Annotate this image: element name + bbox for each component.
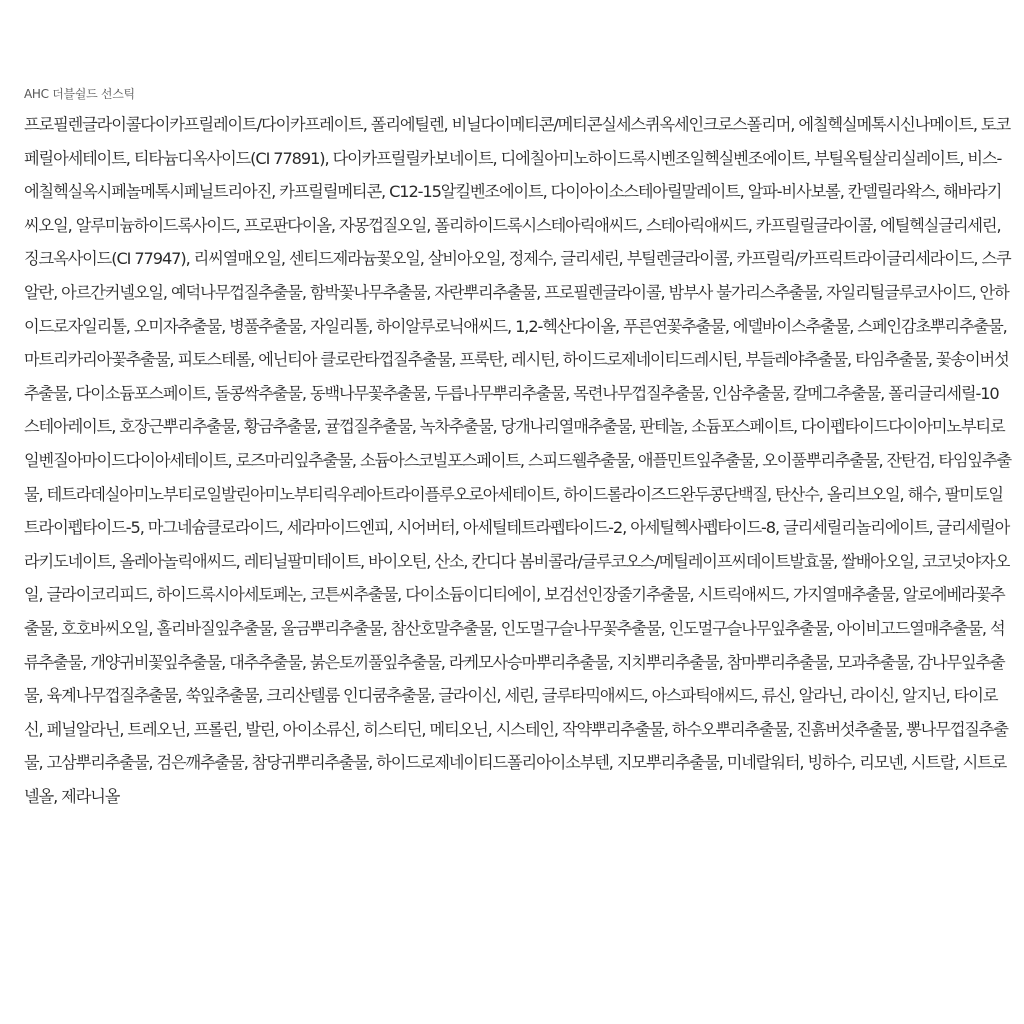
product-name: AHC 더블쉴드 선스틱 [24, 87, 135, 101]
ingredient-panel [24, 86, 1012, 813]
ingredient-list: 프로필렌글라이콜다이카프릴레이트/다이카프레이트, 폴리에틸렌, 비닐다이메티콘/메티콘실세스퀴옥세인크로스폴리머, 에칠헥실메톡시신나메이트, 토코페릴아세테이트, 티타늄디옥사이드(CI 77891), 다이카프릴릴카보네이트, 디에칠아미노하이드록시벤조일헥실벤조에이트, 부틸옥틸살리실레이트, 비스-에칠헥실옥시페놀메톡시페닐트리아진, 카프릴릴메티콘, C12-15알킬벤조에이트, 다이아이소스테아릴말레이트, 알파-비사보롤, 칸델릴라왁스, 해바라기씨오일, 알루미늄하이드록사이드, 프로판다이올, 자몽껍질오일, 폴리하이드록시스테아릭애씨드, 스테아릭애씨드, 카프릴릴글라이콜, 에틸헥실글리세린, 징크옥사이드(CI 77947), 리씨열매오일, 센티드제라늄꽃오일, 살비아오일, 정제수, 글리세린, 부틸렌글라이콜, 카프릴릭/카프릭트라이글리세라이드, 스쿠알란, 아르간커넬오일, 예덕나무껍질추출물, 함박꽃나무추출물, 자란뿌리추출물, 프로필렌글라이콜, 밤부사 불가리스추출물, 자일리틸글루코사이드, 안하이드로자일리톨, 오미자추출물, 병풀추출물, 자일리톨, 하이알루로닉애씨드, 1,2-헥산다이올, 푸른연꽃추출물, 에델바이스추출물, 스페인감초뿌리추출물, 마트리카리아꽃추출물, 피토스테롤, 에닌티아 클로란타껍질추출물, 프룩탄, 레시틴, 하이드로제네이티드레시틴, 부들레야추출물, 타임추출물, 꽃송이버섯추출물, 다이소듐포스페이트, 돌콩싹추출물, 동백나무꽃추출물, 두릅나무뿌리추출물, 목련나무껍질추출물, 인삼추출물, 칼메그추출물, 폴리글리세릴-10스테아레이트, 호장근뿌리추출물, 황금추출물, 귤껍질추출물, 녹차추출물, 당개나리열매추출물, 판테놀, 소듐포스페이트, 다이펩타이드다이아미노부티로일벤질아마이드다이아세테이트, 로즈마리잎추출물, 소듐아스코빌포스페이트, 스피드웰추출물, 애플민트잎추출물, 오이풀뿌리추출물, 잔탄검, 타임잎추출물, 테트라데실아미노부티로일발린아미노부티릭우레아트라이플루오로아세테이트, 하이드롤라이즈드완두콩단백질, 탄산수, 올리브오일, 해수, 팔미토일트라이펩타이드-5, 마그네슘클로라이드, 세라마이드엔피, 시어버터, 아세틸테트라펩타이드-2, 아세틸헥사펩타이드-8, 글리세릴리놀리에이트, 글리세릴아라키도네이트, 올레아놀릭애씨드, 레티닐팔미테이트, 바이오틴, 산소, 칸디다 봄비콜라/글루코오스/메틸레이프씨데이트발효물, 쌀배아오일, 코코넛야자오일, 글라이코리피드, 하이드록시아세토페논, 코튼씨추출물, 다이소듐이디티에이, 보검선인장줄기추출물, 시트릭애씨드, 가지열매추출물, 알로에베라꽃추출물, 호호바씨오일, 홀리바질잎추출물, 울금뿌리추출물, 참산호말추출물, 인도멀구슬나무꽃추출물, 인도멀구슬나무잎추출물, 아이비고드열매추출물, 석류추출물, 개양귀비꽃잎추출물, 대추추출물, 붉은토끼풀잎추출물, 라케모사승마뿌리추출물, 지치뿌리추출물, 참마뿌리추출물, 모과추출물, 감나무잎추출물, 육계나무껍질추출물, 쑥잎추출물, 크리산텔룸 인디쿰추출물, 글라이신, 세린, 글루타믹애씨드, 아스파틱애씨드, 류신, 알라닌, 라이신, 알지닌, 타이로신, 페닐알라닌, 트레오닌, 프롤린, 발린, 아이소류신, 히스티딘, 메티오닌, 시스테인, 작약뿌리추출물, 하수오뿌리추출물, 진흙버섯추출물, 뽕나무껍질추출물, 고삼뿌리추출물, 검은깨추출물, 참당귀뿌리추출물, 하이드로제네이티드폴리아이소부텐, 지모뿌리추출물, 미네랄워터, 빙하수, 리모넨, 시트랄, 시트로넬올, 제라니올 [24, 115, 1012, 806]
